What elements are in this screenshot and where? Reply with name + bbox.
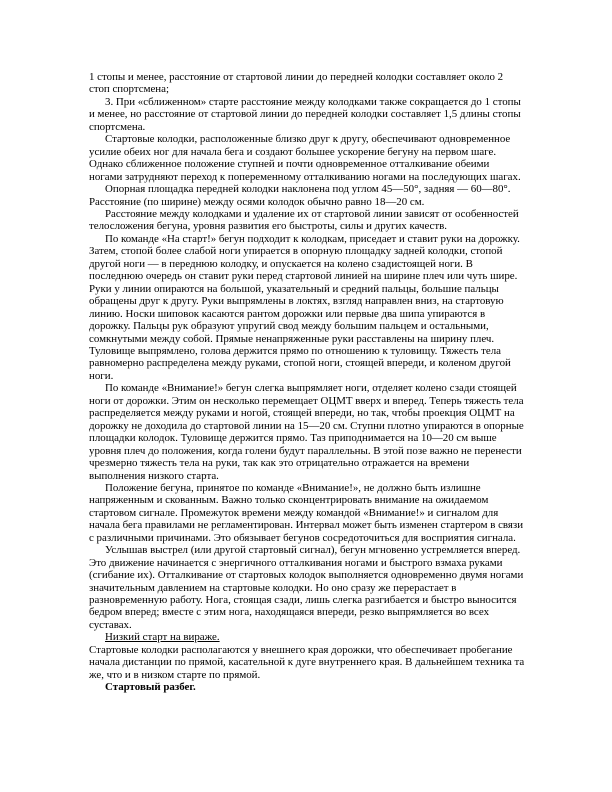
text-paragraph: 3. При «сближенном» старте расстояние между колодками также сокращается до 1 стопы и менее, но расстояние от стартовой линии до передней колодки составляет 1,5 длины стопы спортсмена.: [89, 95, 521, 133]
section-heading-low-start-curve: Низкий старт на вираже.: [105, 631, 220, 644]
text-paragraph: Расстояние между колодками и удаление их от стартовой линии зависят от особенностей телосложения бегуна, уровня развития его быстроты, силы и других качеств.: [89, 207, 519, 233]
text-paragraph: Услышав выстрел (или другой стартовый сигнал), бегун мгновенно устремляется вперед. Это движение начинается с энергичного отталкивания ногами и быстрого взмаха руками (сгибание их). Отталкивание от стартовых колодок выполняется одновременно двумя ногами значительным давлением на стартовые колодки. Но оно сразу же перерастает в разновременную работу. Нога, стоящая сзади, лишь слегка разгибается и быстро выносится бедром вперед; вместе с этим нога, находящаяся впереди, резко выпрямляется во всех суставах.: [89, 544, 524, 631]
text-paragraph: Стартовые колодки, расположенные близко друг к другу, обеспечивают одновременное усилие обеих ног для начала бега и создают большее ускорение бегуну на первом шаге. Однако сближенное положение ступней и почти одновременное отталкивание обеими ногами затрудняют переход к попеременному отталкиванию ногами на последующих шагах.: [89, 133, 521, 183]
text-paragraph: Стартовые колодки располагаются у внешнего края дорожки, что обеспечивает пробегание начала дистанции по прямой, касательной к дуге внутреннего края. В дальнейшем техника та же, что и в низком старте по прямой.: [89, 643, 525, 681]
text-paragraph: Опорная площадка передней колодки наклонена под углом 45—50°, задняя — 60—80°. Расстояние (по ширине) между осями колодок обычно равно 18—20 см.: [89, 183, 511, 208]
text-paragraph: 1 стопы и менее, расстояние от стартовой линии до передней колодки составляет около 2 стоп спортсмена;: [89, 71, 504, 96]
text-paragraph: Положение бегуна, принятое по команде «Внимание!», не должно быть излишне напряженным и скованным. Важно только сконцентрировать внимание на ожидаемом стартовом сигнале. Промежуток времени между командой «Внимание!» и сигналом для начала бега правилами не регламентирован. Интервал может быть изменен стартером в связи с различными причинами. Это обязывает бегунов сосредоточиться для восприятия сигнала.: [89, 481, 524, 544]
text-paragraph: По команде «На старт!» бегун подходит к колодкам, приседает и ставит руки на дорожку. Затем, стопой более слабой ноги упирается в опорную площадку задней колодки, стопой другой ноги — в переднюю колодку, и опускается на колено сзадистоящей ноги. В последнюю очередь он ставит руки перед стартовой линией на ширине плеч или чуть шире. Руки у линии опираются на большой, указательный и средний пальцы, большие пальцы обращены друг к другу. Руки выпрямлены в локтях, взгляд направлен вниз, на стартовую линию. Носки шиповок касаются рантом дорожки или первые два шипа упираются в дорожку. Пальцы рук образуют упругий свод между большим пальцем и остальными, сомкнутыми между собой. Прямые ненапряженные руки расставлены на ширину плеч. Туловище выпрямлено, голова держится прямо по отношению к туловищу. Тяжесть тела равномерно распределена между руками, стопой ноги, стоящей впереди, и коленом другой ноги.: [89, 232, 520, 382]
section-heading-start-run: Стартовый разбег.: [105, 681, 196, 694]
text-paragraph: По команде «Внимание!» бегун слегка выпрямляет ноги, отделяет колено сзади стоящей ноги от дорожки. Этим он несколько перемещает ОЦМТ вверх и вперед. Теперь тяжесть тела распределяется между руками и ногой, стоящей впереди, но так, чтобы проекция ОЦМТ на дорожку не доходила до стартовой линии на 15—20 см. Ступни плотно упираются в опорные площадки колодок. Туловище держится прямо. Таз приподнимается на 10—20 см выше уровня плеч до положения, когда голени будут параллельны. В этой позе важно не перенести чрезмерно тяжесть тела на руки, так как это отрицательно отражается на времени выполнения низкого старта.: [89, 382, 524, 482]
